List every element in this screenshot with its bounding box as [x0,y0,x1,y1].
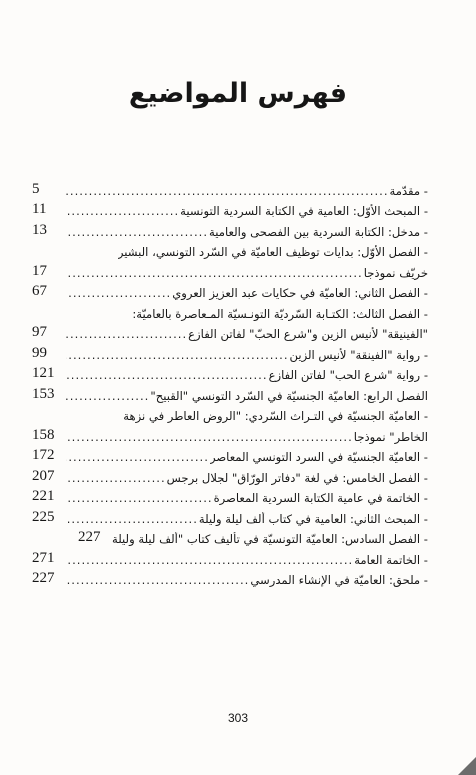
toc-entry-title: - ملحق: العاميّة في الإنشاء المدرسي [250,573,428,587]
toc-entry [32,198,428,219]
toc-entry-title: - الفصل السادس: العاميّة التونسيّة في تأليف كتاب "ألف ليلة وليلة [112,532,428,546]
toc-entry-title: - الفصل الثالث: الكتـابة السّرديّة التونـسيّة المـعاصرة بالعاميّة: [132,306,428,321]
toc-entry [32,280,428,301]
leader-dots [66,368,269,382]
toc-entry-title: - العاميّة الجنسيّة في التـراث السّردي: "الروض العاطر في نزهة [123,409,428,423]
toc-entry [32,505,428,526]
toc-entry-title: - المبحث الأوّل: العامية في الكتابة السردية التونسية [180,204,428,218]
toc-entry-title: - الخاتمة العامة [354,552,428,567]
table-of-contents [32,177,428,587]
toc-entry [32,382,428,403]
toc-entry [32,218,428,239]
toc-entry-page: 5 [32,180,40,197]
toc-entry [32,362,428,383]
leader-dots [66,450,210,464]
toc-entry [32,321,428,342]
toc-entry [32,464,428,485]
toc-entry [32,444,428,465]
toc-entry [32,177,428,198]
page-number: 303 [227,711,249,725]
toc-entry-first-line [32,239,428,260]
toc-entry-page: 158 [32,426,55,443]
toc-entry [32,259,428,280]
toc-entry-title: - الفصل الخامس: في لغة "دفاتر الورّاق" لجلال برجس [166,470,428,485]
leader-dots [66,512,199,526]
toc-entry [32,546,428,567]
leader-dots [66,327,188,341]
toc-entry-page: 99 [32,344,47,361]
toc-entry-title: - العاميّة الجنسيّة في السرد التونسي المعاصر [209,450,428,464]
leader-dots [66,204,180,218]
toc-entry-title: - المبحث الثاني: العامية في كتاب ألف ليلة وليلة [198,511,428,526]
leader-dots [66,348,290,362]
toc-entry-page: 17 [32,262,47,279]
toc-entry-page: 207 [32,467,55,484]
leader-dots [66,471,167,485]
toc-entry-title: خريّف نموذجا [363,265,428,280]
toc-entry-title: - مدخل: الكتابة السردية بين الفصحى والعامية [209,224,428,239]
toc-entry-title: - رواية "الفينقة" لأنيس الزين [289,347,428,362]
leader-dots [66,430,354,444]
leader-dots [66,225,209,239]
toc-entry [32,423,428,444]
toc-entry [32,485,428,506]
toc-entry-title: "الفينيقة" لأنيس الزين و"شرع الحبّ" لفاتن الفازع [188,327,428,341]
toc-entry-title: الخاطر" نموذجا [353,429,428,444]
toc-entry-page: 121 [32,365,55,381]
leader-dots [66,286,172,300]
page-corner-mark [458,757,476,775]
toc-entry-title: - رواية "شرع الحب" لفاتن الفازع [268,368,428,382]
toc-entry-page: 221 [32,488,55,504]
toc-entry [32,567,428,588]
leader-dots [66,491,214,505]
toc-entry-title: - الفصل الثاني: العاميّة في حكايات عبد العزيز العروي [172,286,428,300]
toc-entry-page: 97 [32,324,47,340]
toc-entry-page: 153 [32,385,55,402]
toc-entry-first-line [32,300,428,321]
toc-entry-first-line [32,403,428,424]
page-title: فهرس المواضيع [128,78,348,109]
toc-entry-title: - الخاتمة في عامية الكتابة السردية المعاصرة [213,491,428,505]
toc-entry-title: الفصل الرابع: العاميّة الجنسيّة في السّرد التونسي "القبيح" [150,388,428,403]
toc-entry-page: 227 [32,570,55,586]
leader-dots [66,184,390,198]
toc-entry-page: 172 [32,447,55,463]
leader-dots [66,553,354,567]
leader-dots [66,266,364,280]
leader-dots [66,389,150,403]
toc-entry-title: - الفصل الأوّل: بدايات توظيف العاميّة في السّرد التونسي، البشير [117,245,428,259]
toc-entry-page: 227 [78,529,101,545]
toc-entry-page: 11 [32,201,47,217]
toc-entry-page: 225 [32,508,55,525]
leader-dots [66,573,250,587]
toc-entry-page: 67 [32,283,47,299]
toc-entry [32,341,428,362]
toc-entry-page: 13 [32,221,47,238]
toc-entry [32,526,428,547]
toc-entry-title: - مقدّمة [389,183,428,198]
toc-entry-page: 271 [32,549,55,566]
